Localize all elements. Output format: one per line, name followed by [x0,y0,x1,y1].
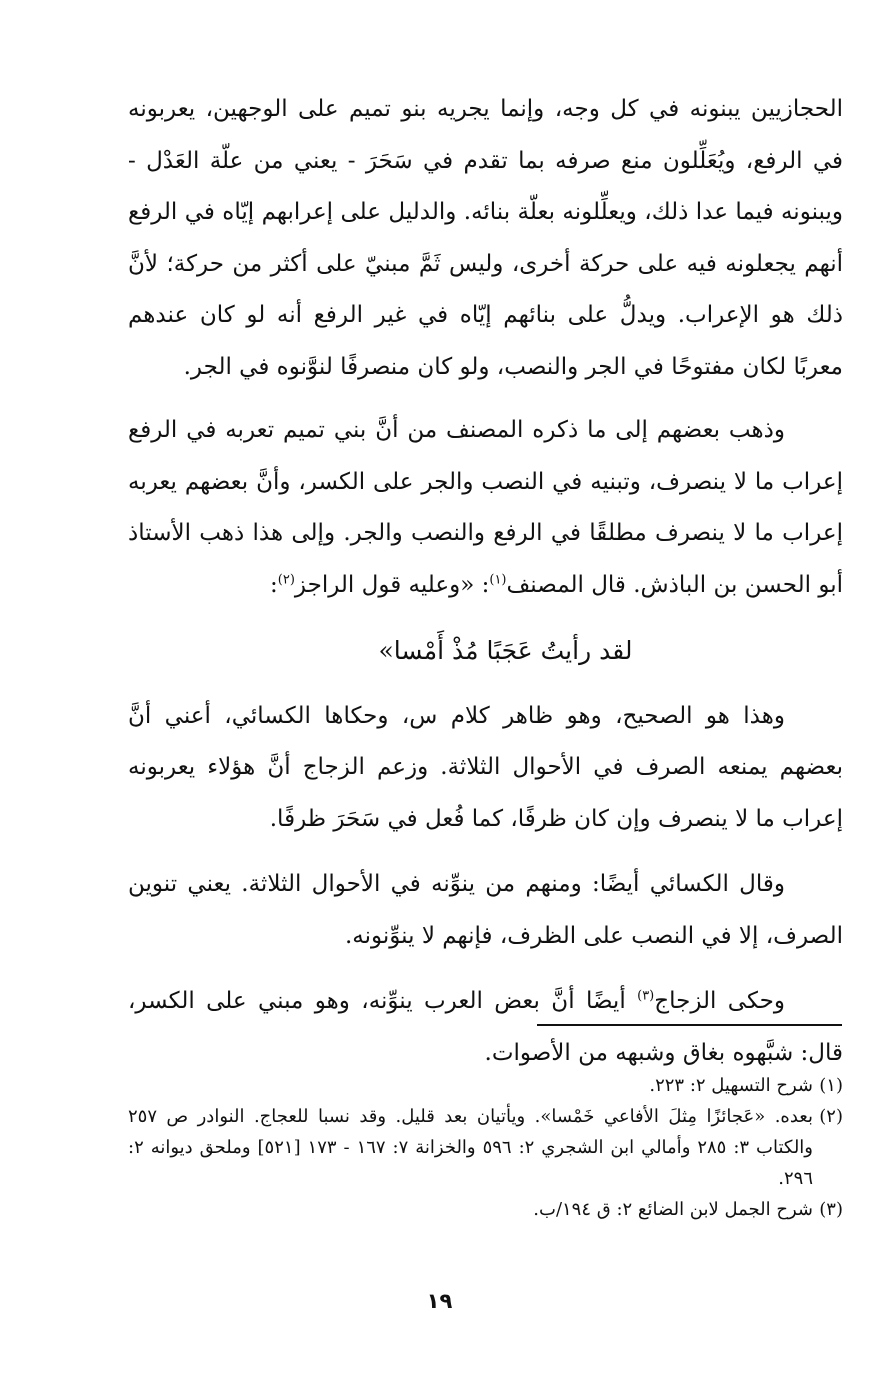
footnote-3-text: شرح الجمل لابن الضائع ٢: ق ١٩٤/ب. [533,1199,813,1220]
paragraph-5-text-before: وحكى الزجاج [654,988,785,1014]
footnote-ref-2[interactable]: (٢) [277,571,295,587]
paragraph-5 [128,976,843,1079]
paragraph-4 [128,859,843,962]
page-number: ١٩ [426,1289,453,1313]
paragraph-2-end: : [270,571,278,598]
footnote-ref-3[interactable]: (٣) [637,988,655,1004]
footnote-1 [128,1070,843,1101]
verse-line: لقد رأيتُ عَجَبًا مُذْ أَمْسا» [378,636,633,665]
paragraph-4-text: وقال الكسائي أيضًا: ومنهم من ينوِّنه في الأحوال الثلاثة. يعني تنوين الصرف، إلا في النصب على الظرف، فإنهم لا ينوِّنونه. [128,871,843,949]
footnote-3-number: (٣) [819,1199,843,1220]
paragraph-2 [128,405,843,611]
paragraph-2-mid: : «وعليه قول الراجز [294,571,490,598]
paragraph-2-text: وذهب بعضهم إلى ما ذكره المصنف من أنَّ بني تميم تعربه في الرفع إعراب ما لا ينصرف، وتبنيه في النصب والجر على الكسر، وأنَّ بعضهم يعربه إعراب ما لا ينصرف مطلقًا في الرفع والنصب والجر. وإلى هذا ذهب الأستاذ أبو الحسن بن الباذش. قال المصنف [128,417,843,598]
footnote-divider [537,1024,842,1026]
footnote-3 [128,1194,843,1225]
footnote-ref-1[interactable]: (١) [489,571,507,587]
main-text [128,84,843,1093]
paragraph-3 [128,691,843,846]
footnote-1-text: شرح التسهيل ٢: ٢٢٣. [649,1075,813,1096]
paragraph-3-text: وهذا هو الصحيح، وهو ظاهر كلام س، وحكاها الكسائي، أعني أنَّ بعضهم يمنعه الصرف في الأحوال الثلاثة. وزعم الزجاج أنَّ هؤلاء يعربونه إعراب ما لا ينصرف وإن كان ظرفًا، كما فُعل في سَحَرَ ظرفًا. [128,702,843,832]
footnotes [128,1070,843,1225]
paragraph-1-text: الحجازيين يبنونه في كل وجه، وإنما يجريه بنو تميم على الوجهين، يعربونه في الرفع، ويُعَلِّلون منع صرفه بما تقدم في سَحَرَ - يعني من علّة العَدْل - ويبنونه فيما عدا ذلك، ويعلِّلونه بعلّة بنائه. والدليل على إعرابهم إيّاه في الرفع أنهم يجعلونه فيه على حركة أخرى، وليس ثَمَّ مبنيّ على أكثر من حركة؛ لأنَّ ذلك هو الإعراب. ويدلُّ على بنائهم إيّاه في غير الرفع أنه لو كان عندهم معربًا لكان مفتوحًا في الجر والنصب، ولو كان منصرفًا لنوَّنوه في الجر. [128,96,843,380]
paragraph-5-text-after: أيضًا أنَّ بعض العرب ينوِّنه، وهو مبني على الكسر، قال: شبَّهوه بغاق وشبهه من الأصوات. [128,988,843,1066]
footnote-2 [128,1101,843,1194]
footnote-2-number: (٢) [819,1106,843,1127]
footnote-1-number: (١) [819,1075,843,1096]
paragraph-1 [128,84,843,393]
footnote-2-text: بعده. «عَجائزًا مِثلَ الأفاعي خَمْسا». ويأتيان بعد قليل. وقد نسبا للعجاج. النوادر ص ٢٥٧ والكتاب ٣: ٢٨٥ وأمالي ابن الشجري ٢: ٥٩٦ والخزانة ٧: ١٦٧ - ١٧٣ [٥٢١] وملحق ديوانه ٢: ٢٩٦. [128,1106,813,1189]
